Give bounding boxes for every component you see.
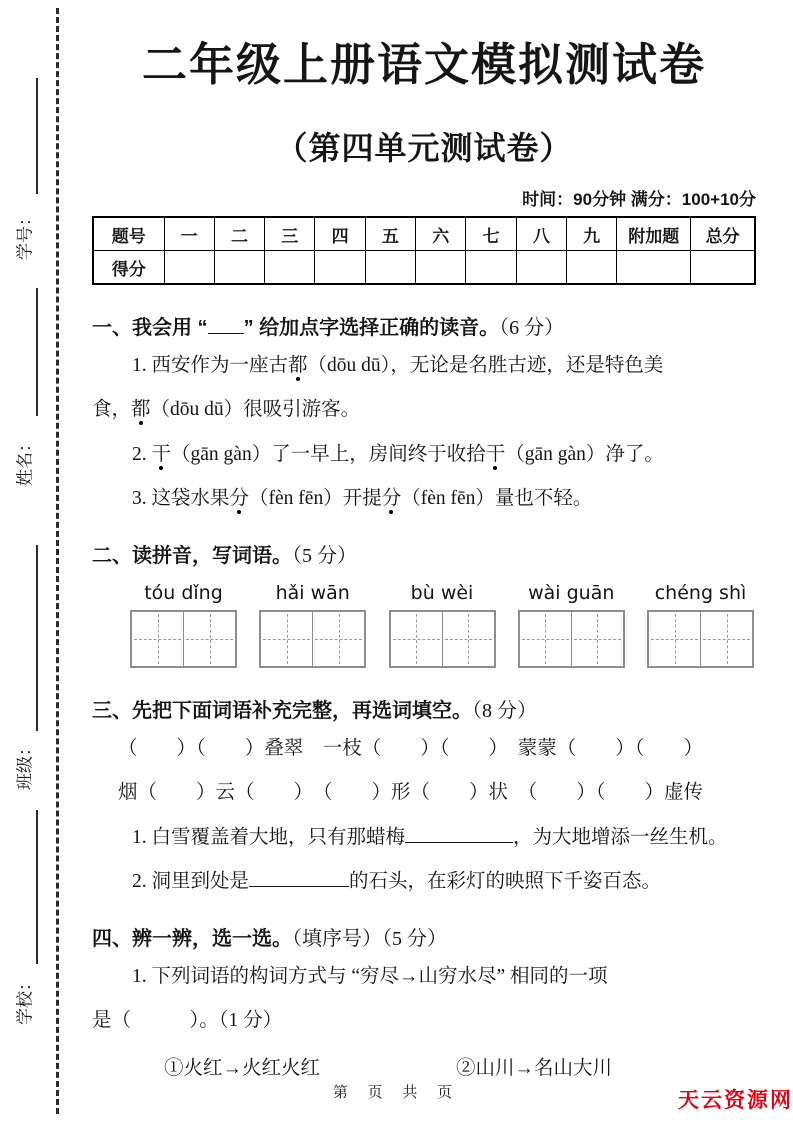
pinyin-label: tóu dǐng bbox=[144, 582, 223, 605]
text-segment: 三、先把下面词语补充完整，再选词填空。 bbox=[92, 700, 472, 723]
section-4 bbox=[92, 922, 756, 1080]
dotted-char: 分 bbox=[381, 487, 402, 509]
score-table-header-cell: 八 bbox=[516, 217, 566, 251]
text-segment: 1. 白雪覆盖着大地，只有那蜡梅 bbox=[132, 826, 406, 848]
score-table-header-cell: 四 bbox=[315, 217, 365, 251]
writing-cell bbox=[312, 612, 364, 666]
section-heading bbox=[92, 311, 756, 340]
section-3 bbox=[92, 694, 756, 896]
questions bbox=[92, 311, 756, 1080]
section-2 bbox=[92, 539, 756, 668]
text-segment: （fèn fēn）量也不轻。 bbox=[401, 487, 593, 509]
score-empty-cell bbox=[315, 251, 365, 285]
watermark: 天云资源网 bbox=[678, 1089, 793, 1112]
question-line bbox=[92, 735, 756, 763]
dotted-char: 都 bbox=[131, 399, 151, 421]
writing-cell bbox=[132, 612, 183, 666]
page-title: 二年级上册语文模拟测试卷 bbox=[141, 39, 706, 90]
text-segment: 的石头，在彩灯的映照下千姿百态。 bbox=[349, 870, 662, 892]
text-segment: 烟（ ）云（ ） （ ）形（ ）状 （ ）（ ）虚传 bbox=[118, 782, 704, 804]
margin-fill-line bbox=[36, 545, 38, 731]
score-table-header-cell: 总分 bbox=[691, 217, 755, 251]
text-segment: （8 分） bbox=[472, 700, 537, 723]
writing-box bbox=[389, 610, 496, 668]
score-empty-cell bbox=[691, 251, 755, 285]
pinyin-label: hǎi wān bbox=[275, 582, 350, 605]
blank-line bbox=[405, 829, 513, 843]
text-segment: 1. 西安作为一座古 bbox=[132, 355, 289, 376]
writing-box bbox=[259, 610, 366, 668]
question-line bbox=[92, 868, 756, 896]
option-item: ①火红→火红火红 bbox=[164, 1057, 321, 1079]
page-footer: 第 页 共 页 bbox=[332, 1085, 461, 1101]
text-segment: （gān gàn）了一早上，房间终于收拾 bbox=[171, 443, 486, 465]
writing-cell bbox=[571, 612, 623, 666]
pinyin-word-unit bbox=[259, 582, 366, 668]
dotted-char: 干 bbox=[151, 443, 172, 465]
page-subtitle: （第四单元测试卷） bbox=[275, 130, 573, 166]
text-segment: （ ）（ ）叠翠 一枝（ ）（ ） 蒙蒙（ ）（ ） bbox=[118, 738, 704, 760]
margin-fill-line bbox=[36, 78, 38, 194]
exam-meta: 时间：90分钟 满分：100+10分 bbox=[522, 190, 756, 209]
text-segment: 一、我会用 “ bbox=[92, 317, 208, 339]
dotted-char: 都 bbox=[288, 355, 308, 376]
text-segment: 2. 洞里到处是 bbox=[132, 870, 250, 892]
text-segment: （fèn fēn）开提 bbox=[249, 487, 382, 509]
writing-cell bbox=[391, 612, 442, 666]
text-segment: （dōu dū），无论是名胜古迹，还是特色美 bbox=[307, 355, 664, 376]
margin-fill-line bbox=[36, 810, 38, 964]
score-row-label: 得分 bbox=[93, 251, 164, 285]
score-table-header-cell: 附加题 bbox=[617, 217, 691, 251]
question-line bbox=[92, 963, 756, 991]
pinyin-label: wài guān bbox=[528, 582, 615, 605]
score-table bbox=[92, 216, 756, 285]
score-empty-cell bbox=[365, 251, 415, 285]
dotted-char: 干 bbox=[485, 443, 506, 465]
section-heading bbox=[92, 539, 756, 568]
text-segment: ，为大地增添一丝生机。 bbox=[513, 826, 728, 848]
text-segment: 是（ ）。（1 分） bbox=[92, 1010, 283, 1032]
margin-label: 班级： bbox=[15, 739, 35, 790]
score-empty-cell bbox=[164, 251, 214, 285]
question-line bbox=[92, 396, 756, 424]
blank-line bbox=[249, 873, 349, 887]
score-empty-cell bbox=[416, 251, 466, 285]
dotted-char: 分 bbox=[229, 487, 250, 509]
question-line bbox=[92, 824, 756, 852]
text-segment: 食， bbox=[92, 399, 132, 421]
writing-cell bbox=[261, 612, 312, 666]
question-line bbox=[92, 352, 756, 380]
pinyin-label: bù wèi bbox=[410, 582, 474, 605]
pinyin-writing-row bbox=[92, 580, 756, 668]
score-table-header-cell: 题号 bbox=[93, 217, 164, 251]
score-table-header-cell: 五 bbox=[365, 217, 415, 251]
text-segment: 1. 下列词语的构词方式与 “穷尽→山穷水尽” 相同的一项 bbox=[132, 966, 608, 988]
question-line bbox=[92, 441, 756, 469]
score-empty-cell bbox=[265, 251, 315, 285]
text-segment: （填序号）（5 分） bbox=[292, 928, 447, 951]
margin-fill-line bbox=[36, 288, 38, 416]
text-segment: （6 分） bbox=[499, 317, 565, 339]
text-segment: （gān gàn）净了。 bbox=[505, 443, 664, 465]
score-empty-cell bbox=[617, 251, 691, 285]
content bbox=[92, 0, 756, 1080]
writing-cell bbox=[649, 612, 700, 666]
pinyin-word-unit bbox=[389, 582, 496, 668]
writing-cell bbox=[700, 612, 752, 666]
margin-label: 学号： bbox=[15, 209, 35, 260]
question-line bbox=[92, 1007, 756, 1035]
pinyin-word-unit bbox=[130, 582, 237, 668]
text-segment: 2. bbox=[132, 443, 152, 465]
text-segment: 四、辨一辨，选一选。 bbox=[92, 928, 292, 951]
score-table-header-cell: 二 bbox=[214, 217, 264, 251]
writing-box bbox=[518, 610, 625, 668]
option-row bbox=[92, 1052, 756, 1080]
question-line bbox=[92, 779, 756, 807]
score-table-header-cell: 六 bbox=[416, 217, 466, 251]
text-segment: ” 给加点字选择正确的读音。 bbox=[243, 317, 500, 339]
option-item: ②山川→名山大川 bbox=[456, 1057, 613, 1079]
writing-cell bbox=[442, 612, 494, 666]
pinyin-word-unit bbox=[518, 582, 625, 668]
text-segment: 二、读拼音，写词语。 bbox=[92, 545, 292, 568]
blank-line bbox=[208, 320, 244, 334]
section-heading bbox=[92, 694, 756, 723]
text-segment: 3. 这袋水果 bbox=[132, 487, 230, 509]
writing-cell bbox=[520, 612, 571, 666]
score-table-header-cell: 九 bbox=[567, 217, 617, 251]
score-table-header-cell: 三 bbox=[265, 217, 315, 251]
score-table-header-cell: 一 bbox=[164, 217, 214, 251]
text-segment: （dōu dū）很吸引游客。 bbox=[150, 399, 361, 421]
score-empty-cell bbox=[466, 251, 516, 285]
margin-label: 学校： bbox=[15, 974, 35, 1025]
pinyin-word-unit bbox=[647, 582, 754, 668]
score-empty-cell bbox=[516, 251, 566, 285]
score-empty-cell bbox=[567, 251, 617, 285]
pinyin-label: chéng shì bbox=[654, 582, 747, 605]
writing-box bbox=[130, 610, 237, 668]
text-segment: （5 分） bbox=[292, 545, 357, 568]
section-heading bbox=[92, 922, 756, 951]
section-1 bbox=[92, 311, 756, 513]
score-table-header-cell: 七 bbox=[466, 217, 516, 251]
margin-dashed-line bbox=[56, 8, 59, 1114]
writing-box bbox=[647, 610, 754, 668]
writing-cell bbox=[183, 612, 235, 666]
question-line bbox=[92, 485, 756, 513]
margin-label: 姓名： bbox=[15, 435, 35, 486]
score-empty-cell bbox=[214, 251, 264, 285]
